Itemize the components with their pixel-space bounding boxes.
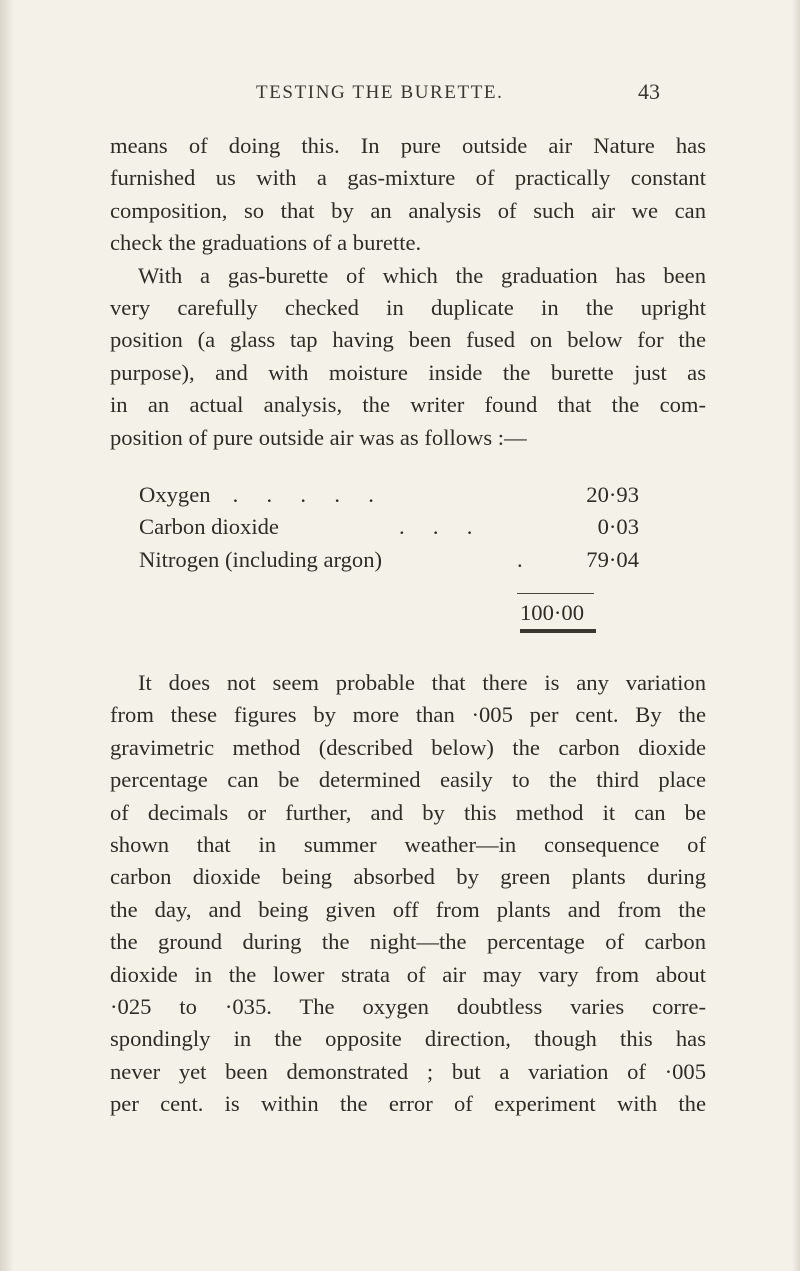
text-line: never yet been demonstrated ; but a variation of ·005 <box>110 1058 706 1084</box>
air-composition-table <box>139 479 639 576</box>
text-line: position (a glass tap having been fused on below for the <box>110 327 706 353</box>
double-rule <box>520 629 596 633</box>
text-line: of decimals or further, and by this method it can be <box>110 799 706 825</box>
text-line: spondingly in the opposite direction, though this has <box>110 1026 706 1052</box>
sum-rule <box>517 593 594 594</box>
page-header <box>0 79 800 112</box>
paragraph-3 <box>110 667 706 1120</box>
table-total: 100·00 <box>520 600 585 625</box>
text-line: in an actual analysis, the writer found that the com- <box>110 392 706 418</box>
row-label: Nitrogen (including argon) <box>139 546 383 572</box>
table-row <box>139 511 639 543</box>
text-line: per cent. is within the error of experiment with the <box>110 1091 706 1117</box>
row-value: 20·93 <box>586 482 639 507</box>
text-line: It does not seem probable that there is any variation <box>138 670 706 695</box>
page-edge-shadow-right <box>792 0 800 1271</box>
row-value: 0·03 <box>597 514 639 540</box>
paragraph-1-and-2 <box>110 130 706 454</box>
text-line: percentage can be determined easily to the third place <box>110 767 706 793</box>
text-line: With a gas-burette of which the graduation has been <box>138 262 706 288</box>
row-value: 79·04 <box>586 546 639 572</box>
leader-dots: . . . <box>399 514 473 540</box>
table-row <box>139 479 639 511</box>
text-line: composition, so that by an analysis of such air we can <box>110 197 706 223</box>
leader-dots: . <box>517 546 523 572</box>
text-line: check the graduations of a burette. <box>110 230 422 256</box>
text-line: shown that in summer weather—in consequence of <box>110 831 706 857</box>
text-line: very carefully checked in duplicate in the upright <box>110 294 706 320</box>
text-line: carbon dioxide being absorbed by green plants during <box>110 864 706 890</box>
table-row <box>139 544 639 576</box>
row-label: Carbon dioxide <box>139 514 279 540</box>
leader-dots: . . . . . <box>227 482 374 507</box>
text-line: ·025 to ·035. The oxygen doubtless varies corre- <box>110 993 706 1019</box>
page-number: 43 <box>638 79 660 104</box>
text-line: purpose), and with moisture inside the burette just as <box>110 359 706 385</box>
text-line: gravimetric method (described below) the carbon dioxide <box>110 734 706 760</box>
text-line: from these figures by more than ·005 per cent. By the <box>110 702 706 728</box>
text-line: the day, and being given off from plants and from the <box>110 896 706 922</box>
running-head: TESTING THE BURETTE. <box>256 82 504 103</box>
text-line: furnished us with a gas-mixture of practically constant <box>110 165 706 191</box>
text-line: the ground during the night—the percentage of carbon <box>110 929 706 955</box>
text-line: dioxide in the lower strata of air may vary from about <box>110 961 706 987</box>
text-line: means of doing this. In pure outside air Nature has <box>110 133 706 158</box>
page-edge-shadow-left <box>0 0 14 1271</box>
text-line: position of pure outside air was as follows :— <box>110 424 527 450</box>
row-label: Oxygen <box>139 482 211 507</box>
